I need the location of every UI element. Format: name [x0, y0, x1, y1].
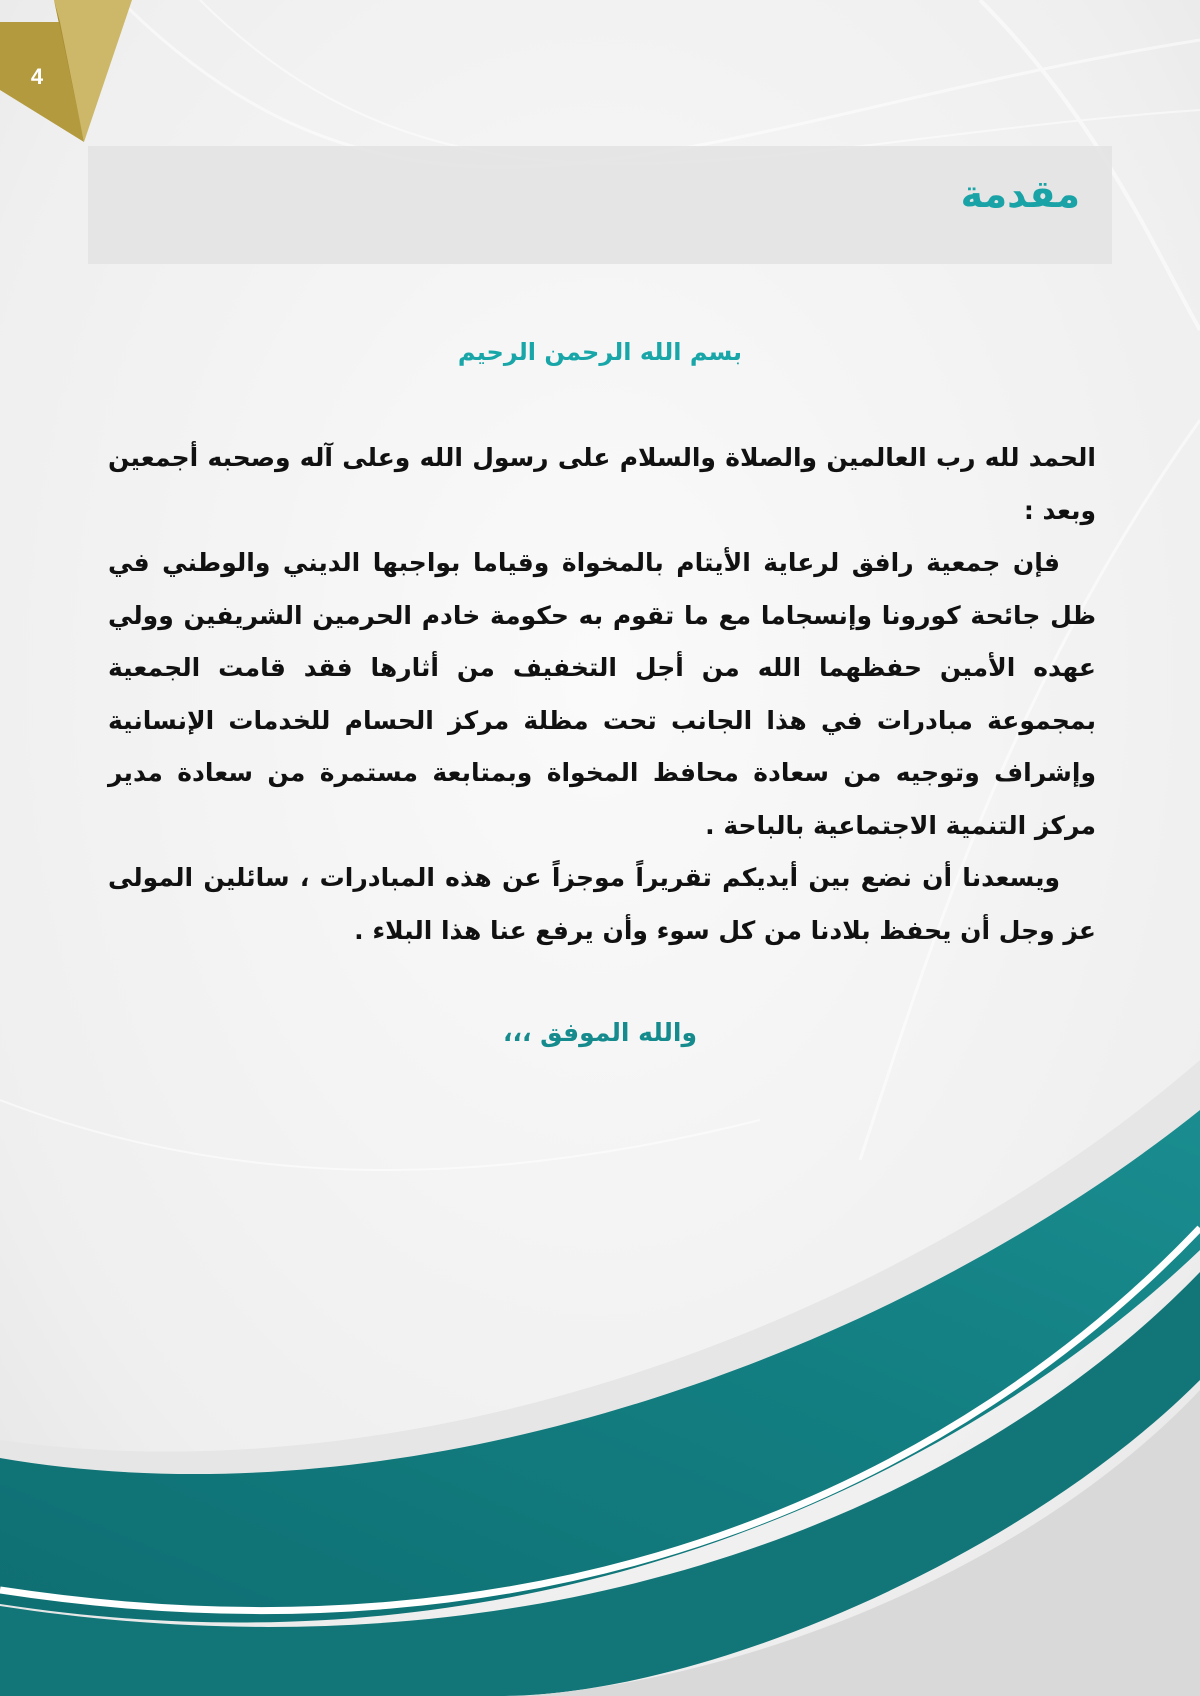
page-title: مقدمة [960, 172, 1080, 216]
paragraph-report: ويسعدنا أن نضع بين أيديكم تقريراً موجزاً عن هذه المبادرات ، سائلين المولى عز وجل أن يحفظ بلادنا من كل سوء وأن يرفع عنا هذا البلاء . [108, 863, 1096, 945]
basmala-heading: بسم الله الرحمن الرحيم [457, 338, 743, 366]
title-band [88, 146, 1112, 264]
introduction-body [108, 432, 1096, 957]
page-number: 4 [30, 64, 44, 89]
paragraph-initiatives: فإن جمعية رافق لرعاية الأيتام بالمخواة وقياما بواجبها الديني والوطني في ظل جائحة كورونا وإنسجاما مع ما تقوم به حكومة خادم الحرمين الشريفين وولي عهده الأمين حفظهما الله من أجل التخفيف من أثارها فقد قامت الجمعية بمجموعة مبادرات في هذا الجانب تحت مظلة مركز الحسام للخدمات الإنسانية وإشراف وتوجيه من سعادة محافظ المخواة وبمتابعة مستمرة من سعادة مدير مركز التنمية الاجتماعية بالباحة . [108, 548, 1096, 840]
closing-line: والله الموفق ،،، [502, 1018, 698, 1047]
paragraph-opening: الحمد لله رب العالمين والصلاة والسلام على رسول الله وعلى آله وصحبه أجمعين وبعد : [108, 443, 1096, 525]
